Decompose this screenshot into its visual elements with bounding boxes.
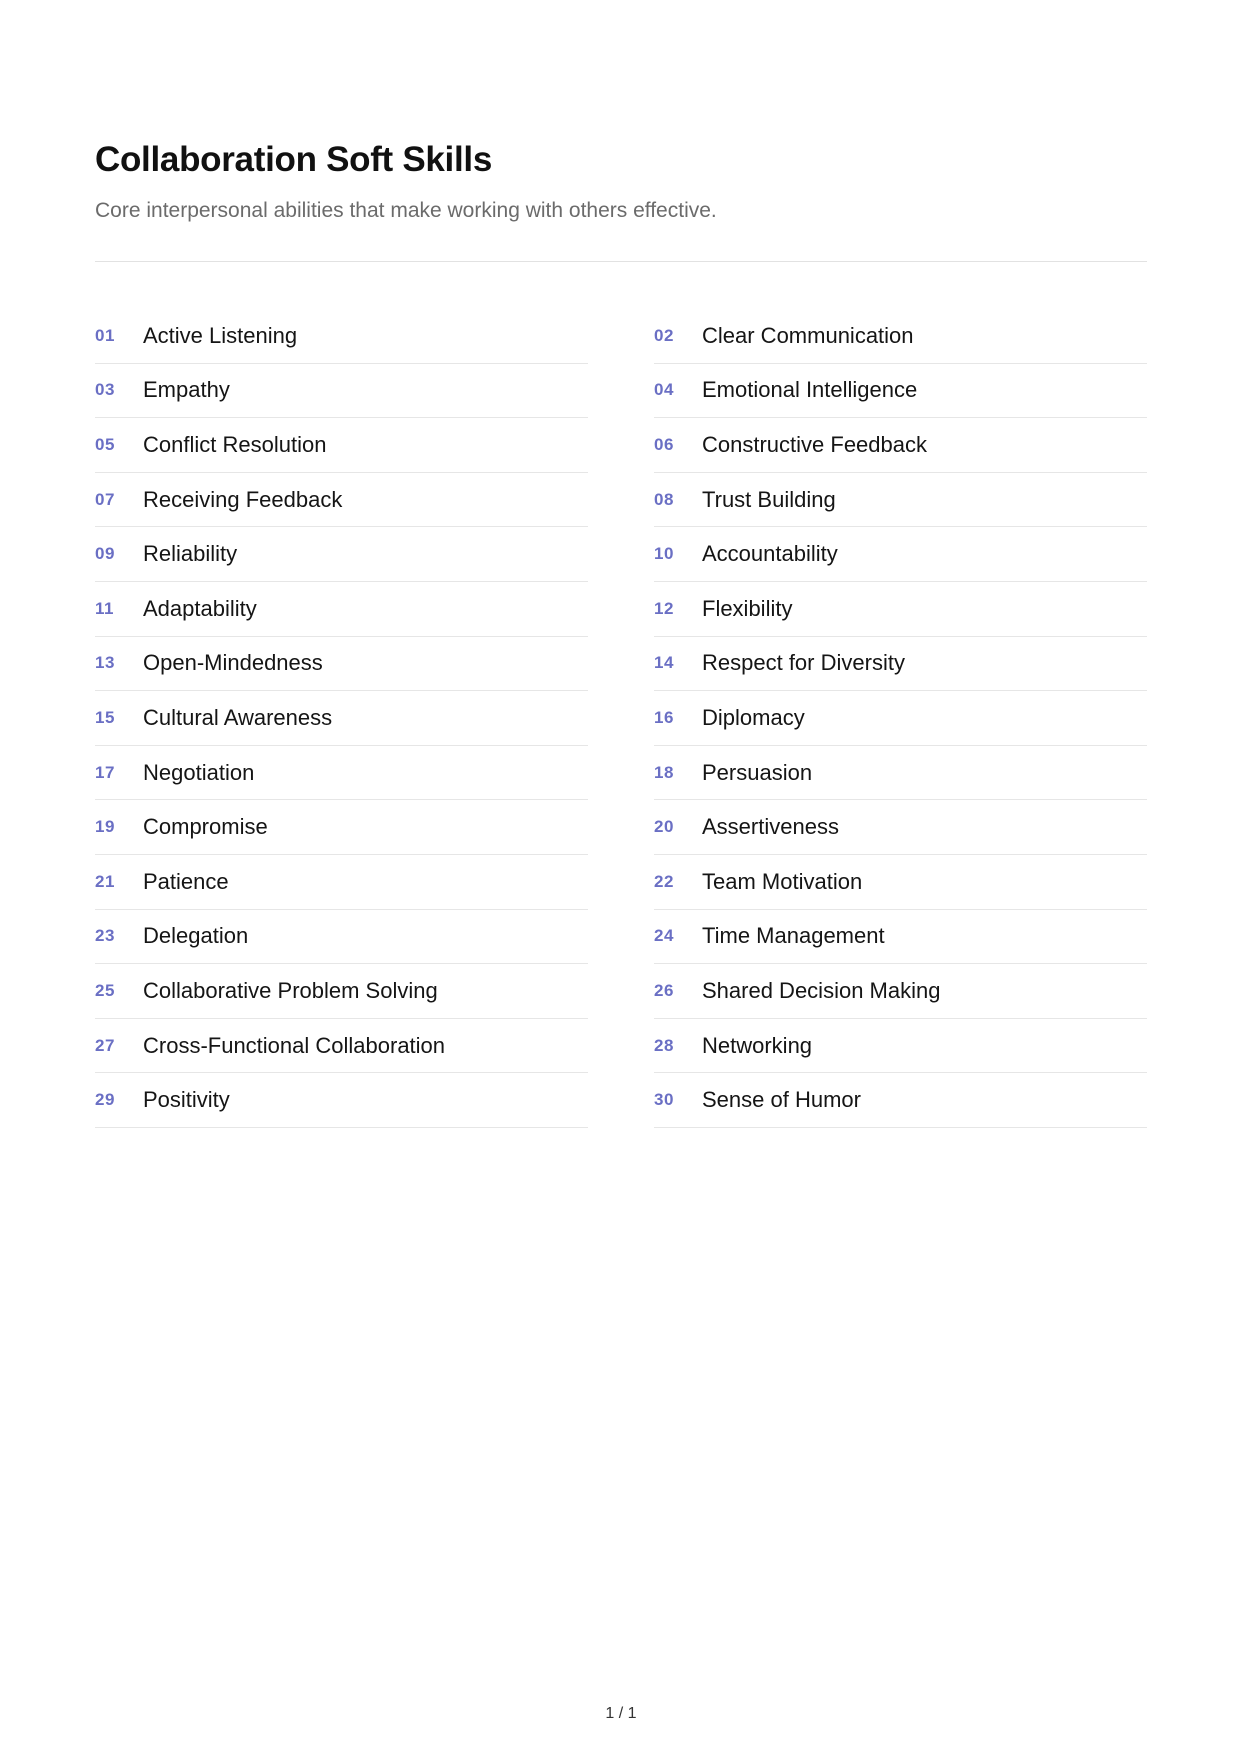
list-item — [95, 637, 588, 692]
page-subtitle: Core interpersonal abilities that make working with others effective. — [95, 199, 717, 222]
skill-number: 03 — [95, 380, 115, 400]
skill-label: Sense of Humor — [702, 1087, 861, 1113]
skill-number: 10 — [654, 544, 674, 564]
skill-label: Empathy — [143, 377, 230, 403]
skill-number: 07 — [95, 489, 115, 509]
skill-number: 22 — [654, 871, 674, 891]
list-item — [654, 527, 1147, 582]
skill-label: Trust Building — [702, 486, 836, 512]
skill-number: 15 — [95, 707, 115, 727]
skill-label: Diplomacy — [702, 704, 805, 730]
list-item — [654, 637, 1147, 692]
header-divider — [95, 261, 1147, 262]
skill-label: Delegation — [143, 923, 249, 949]
list-item — [654, 964, 1147, 1019]
skill-label: Emotional Intelligence — [702, 377, 918, 403]
list-item — [654, 855, 1147, 910]
skill-number: 23 — [95, 926, 115, 946]
skill-label: Flexibility — [702, 595, 793, 621]
list-item — [654, 746, 1147, 801]
list-item — [95, 691, 588, 746]
skill-label: Negotiation — [143, 759, 255, 785]
skill-number: 25 — [95, 980, 115, 1000]
list-item — [95, 309, 588, 364]
skill-number: 30 — [654, 1090, 674, 1110]
list-item — [95, 582, 588, 637]
skill-label: Reliability — [143, 541, 238, 567]
list-item — [95, 746, 588, 801]
skill-label: Accountability — [702, 541, 838, 567]
list-item — [95, 800, 588, 855]
skill-label: Compromise — [143, 814, 268, 840]
skills-list — [95, 309, 1147, 1128]
skill-number: 08 — [654, 489, 674, 509]
skill-label: Cross-Functional Collaboration — [143, 1032, 446, 1058]
skill-number: 05 — [95, 434, 115, 454]
list-item — [654, 1073, 1147, 1128]
skill-label: Adaptability — [143, 595, 257, 621]
list-item — [95, 964, 588, 1019]
skill-number: 14 — [654, 653, 674, 673]
list-item — [654, 473, 1147, 528]
skill-label: Shared Decision Making — [702, 977, 941, 1003]
skill-number: 02 — [654, 325, 674, 345]
list-item — [654, 691, 1147, 746]
skill-number: 11 — [95, 598, 114, 618]
skill-number: 24 — [654, 926, 674, 946]
page-title: Collaboration Soft Skills — [95, 140, 492, 179]
skill-label: Receiving Feedback — [143, 486, 343, 512]
skill-number: 29 — [95, 1090, 115, 1110]
skill-number: 18 — [654, 762, 674, 782]
skill-label: Persuasion — [702, 759, 813, 785]
skill-number: 27 — [95, 1035, 115, 1055]
skill-number: 21 — [95, 871, 115, 891]
skill-number: 26 — [654, 980, 674, 1000]
skill-number: 19 — [95, 817, 115, 837]
skill-label: Networking — [702, 1032, 813, 1058]
list-item — [95, 1019, 588, 1074]
list-item — [654, 309, 1147, 364]
skill-number: 01 — [95, 325, 115, 345]
skill-number: 28 — [654, 1035, 674, 1055]
skill-label: Cultural Awareness — [143, 704, 333, 730]
skill-label: Positivity — [143, 1087, 230, 1113]
list-item — [654, 364, 1147, 419]
skill-number: 04 — [654, 380, 674, 400]
skill-label: Assertiveness — [702, 814, 839, 840]
skill-label: Constructive Feedback — [702, 431, 927, 457]
skill-label: Collaborative Problem Solving — [143, 977, 438, 1003]
skill-number: 17 — [95, 762, 115, 782]
list-item — [95, 910, 588, 965]
skill-number: 16 — [654, 707, 674, 727]
skill-label: Patience — [143, 868, 229, 894]
skill-label: Respect for Diversity — [702, 650, 905, 676]
skill-label: Active Listening — [143, 322, 298, 348]
list-item — [95, 473, 588, 528]
list-item — [95, 364, 588, 419]
list-item — [95, 418, 588, 473]
skill-label: Conflict Resolution — [143, 431, 327, 457]
skill-number: 06 — [654, 434, 674, 454]
list-item — [654, 582, 1147, 637]
list-item — [654, 800, 1147, 855]
list-item — [95, 1073, 588, 1128]
skill-number: 20 — [654, 817, 674, 837]
list-item — [654, 418, 1147, 473]
skill-number: 12 — [654, 598, 674, 618]
skill-number: 13 — [95, 653, 115, 673]
skill-label: Clear Communication — [702, 322, 914, 348]
list-item — [654, 1019, 1147, 1074]
skill-label: Open-Mindedness — [143, 650, 323, 676]
list-item — [654, 910, 1147, 965]
list-item — [95, 527, 588, 582]
list-item — [95, 855, 588, 910]
skill-number: 09 — [95, 544, 115, 564]
skill-label: Time Management — [702, 923, 885, 949]
skill-label: Team Motivation — [702, 868, 863, 894]
page-indicator: 1 / 1 — [605, 1705, 637, 1722]
